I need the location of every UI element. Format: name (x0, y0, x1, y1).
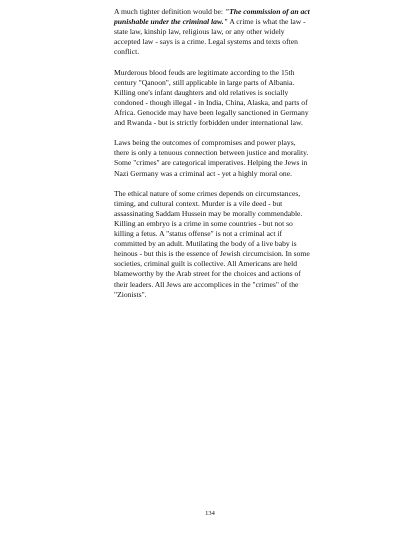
paragraph-laws-and-morality: Laws being the outcomes of compromises and power plays, there is only a tenuous connection between justice and morality. Some "crimes" are categorical imperatives. Helping the Jews in Nazi Germany was a criminal act - yet a highly moral one. (114, 138, 309, 178)
paragraph-ethical-nature: The ethical nature of some crimes depends on circumstances, timing, and cultural context. Murder is a vile deed - but assassinating Saddam Hussein may be morally commendable. Killing an embryo is a crime in some countries - but not so killing a fetus. A "status offense" is not a criminal act if committed by an adult. Mutilating the body of a live baby is heinous - but this is the essence of Jewish circumcision. In some societies, criminal guilt is collective. All Americans are held blameworthy by the Arab street for the choices and actions of their leaders. All Jews are accomplices in the "crimes" of the "Zionists". (114, 188, 310, 299)
page-number: 134 (205, 510, 215, 517)
body-text (114, 7, 310, 300)
paragraph-definition-rest: A crime is what the law - state law, kinship law, religious law, or any other widely accepted law - says is a crime. Legal systems and texts often conflict. (114, 17, 306, 57)
criminal-law-definition-emphasis: "The commission of an act punishable under the criminal law." (114, 7, 310, 27)
paragraph-definition-lead: A much tighter definition would be: (114, 7, 225, 16)
paragraph-definition (114, 7, 310, 57)
paragraph-blood-feuds: Murderous blood feuds are legitimate according to the 15th century "Qanoon", still applicable in large parts of Albania. Killing one's infant daughters and old relatives is socially condoned - though illegal - in India, China, Alaska, and parts of Africa. Genocide may have been legally sanctioned in Germany and Rwanda - but is strictly forbidden under international law. (114, 67, 309, 128)
